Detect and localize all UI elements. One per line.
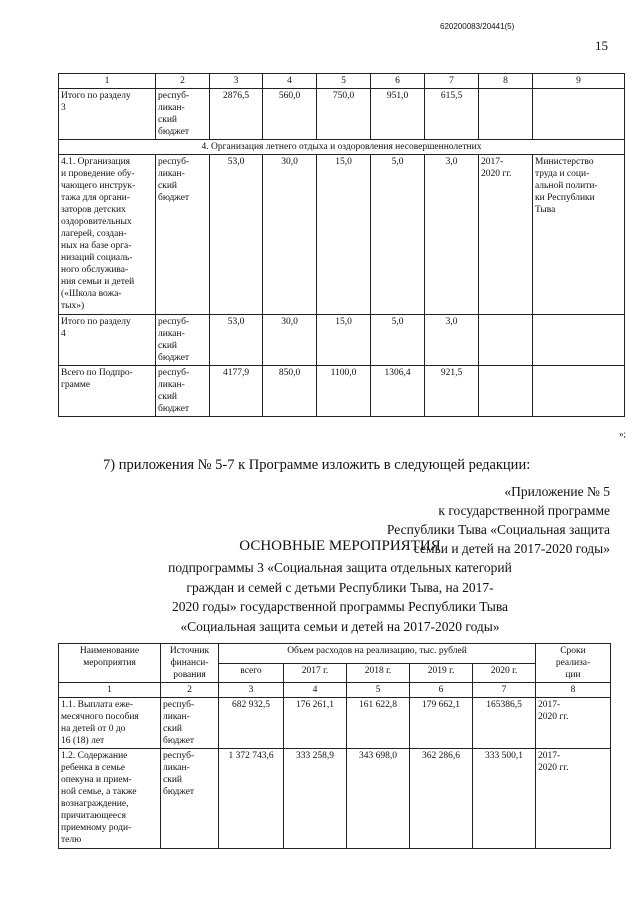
col-num: 2 <box>161 683 219 698</box>
cell-value: 176 261,1 <box>284 698 347 749</box>
col-num: 5 <box>347 683 410 698</box>
col-num: 7 <box>425 74 479 89</box>
cell-value <box>479 89 533 140</box>
cell-value: 343 698,0 <box>347 749 410 849</box>
section-heading: ОСНОВНЫЕ МЕРОПРИЯТИЯ <box>239 538 441 554</box>
col-num: 2 <box>156 74 210 89</box>
header-terms: Сроки реализа- ции <box>536 644 611 683</box>
cell-value: 1 372 743,6 <box>219 749 284 849</box>
cell-value: 30,0 <box>263 155 317 315</box>
table-row <box>59 749 611 849</box>
row-source: респуб- ликан- ский бюджет <box>161 698 219 749</box>
cell-value: 921,5 <box>425 366 479 417</box>
appendix-line: Республики Тыва «Социальная защита <box>386 522 610 537</box>
row-source: респуб- ликан- ский бюджет <box>156 155 210 315</box>
measures-table <box>58 643 611 849</box>
row-executor: Министерство труда и соци- альной полити- ки Республики Тыва <box>533 155 625 315</box>
closing-quote: »; <box>619 429 627 439</box>
table-row <box>59 698 611 749</box>
header-volume: Объем расходов на реализацию, тыс. рублей <box>219 644 536 664</box>
cell-value: 333 500,1 <box>473 749 536 849</box>
col-num: 8 <box>479 74 533 89</box>
row-source: респуб- ликан- ский бюджет <box>161 749 219 849</box>
table-row <box>59 366 625 417</box>
row-source: респуб- ликан- ский бюджет <box>156 89 210 140</box>
cell-value: 53,0 <box>210 315 263 366</box>
cell-value: 615,5 <box>425 89 479 140</box>
row-name: 1.2. Содержание ребенка в семье опекуна и прием- ной семье, а также вознаграждение, причитающееся приемному роди- телю <box>59 749 161 849</box>
col-num: 8 <box>536 683 611 698</box>
cell-value: 333 258,9 <box>284 749 347 849</box>
header-source: Источник финанси- рования <box>161 644 219 683</box>
table-continued <box>58 73 625 417</box>
table-row <box>59 89 625 140</box>
section-title: 4. Организация летнего отдыха и оздоровления несовершеннолетних <box>59 140 625 155</box>
column-number-row <box>59 74 625 89</box>
appendix-line: к государственной программе <box>438 503 610 518</box>
cell-value: 30,0 <box>263 315 317 366</box>
cell-value: 3,0 <box>425 315 479 366</box>
col-num: 6 <box>410 683 473 698</box>
subtitle-line: граждан и семей с детьми Республики Тыва, на 2017- <box>186 579 494 595</box>
header-name: Наименование мероприятия <box>59 644 161 683</box>
col-num: 1 <box>59 74 156 89</box>
appendix-line: семьи и детей на 2017-2020 годы» <box>413 541 610 556</box>
col-num: 3 <box>219 683 284 698</box>
cell-value: 161 622,8 <box>347 698 410 749</box>
cell-value: 750,0 <box>317 89 371 140</box>
cell-value: 5,0 <box>371 315 425 366</box>
cell-value: 165386,5 <box>473 698 536 749</box>
cell-value: 15,0 <box>317 155 371 315</box>
cell-value: 4177,9 <box>210 366 263 417</box>
cell-value: 1306,4 <box>371 366 425 417</box>
page-number: 15 <box>595 38 608 53</box>
cell-value: 179 662,1 <box>410 698 473 749</box>
header-row <box>59 644 611 664</box>
col-num: 9 <box>533 74 625 89</box>
row-terms: 2017- 2020 гг. <box>536 749 611 849</box>
cell-value <box>533 366 625 417</box>
header-year: 2020 г. <box>473 663 536 683</box>
section-subheading <box>100 558 580 636</box>
cell-value: 682 932,5 <box>219 698 284 749</box>
header-year: 2017 г. <box>284 663 347 683</box>
col-num: 4 <box>284 683 347 698</box>
cell-value <box>479 366 533 417</box>
table-row <box>59 315 625 366</box>
cell-value: 3,0 <box>425 155 479 315</box>
table-row <box>59 155 625 315</box>
cell-value: 560,0 <box>263 89 317 140</box>
cell-value: 362 286,6 <box>410 749 473 849</box>
row-name: Итого по разделу 4 <box>59 315 156 366</box>
subtitle-line: подпрограммы 3 «Социальная защита отдельных категорий <box>168 560 512 575</box>
cell-value: 1100,0 <box>317 366 371 417</box>
subtitle-line: 2020 годы» государственной программы Республики Тыва <box>171 599 509 614</box>
row-source: респуб- ликан- ский бюджет <box>156 315 210 366</box>
row-terms: 2017- 2020 гг. <box>479 155 533 315</box>
col-num: 6 <box>371 74 425 89</box>
appendix-line: «Приложение № 5 <box>504 484 610 499</box>
cell-value: 5,0 <box>371 155 425 315</box>
header-year: 2019 г. <box>410 663 473 683</box>
col-num: 7 <box>473 683 536 698</box>
column-number-row <box>59 683 611 698</box>
row-source: респуб- ликан- ский бюджет <box>156 366 210 417</box>
col-num: 4 <box>263 74 317 89</box>
col-num: 5 <box>317 74 371 89</box>
cell-value: 15,0 <box>317 315 371 366</box>
row-name: Всего по Подпро- грамме <box>59 366 156 417</box>
section-title-row <box>59 140 625 155</box>
row-name: 1.1. Выплата еже- месячного пособия на детей от 0 до 16 (18) лет <box>59 698 161 749</box>
row-terms: 2017- 2020 гг. <box>536 698 611 749</box>
document-id: 620200083/20441(5) <box>440 22 515 31</box>
cell-value <box>533 315 625 366</box>
cell-value: 951,0 <box>371 89 425 140</box>
cell-value: 850,0 <box>263 366 317 417</box>
cell-value <box>533 89 625 140</box>
row-name: Итого по разделу 3 <box>59 89 156 140</box>
subtitle-line: «Социальная защита семьи и детей на 2017-2020 годы» <box>180 618 500 634</box>
cell-value <box>479 315 533 366</box>
header-total: всего <box>219 663 284 683</box>
cell-value: 2876,5 <box>210 89 263 140</box>
amendment-paragraph: 7) приложения № 5-7 к Программе изложить в следующей редакции: <box>103 457 531 473</box>
col-num: 3 <box>210 74 263 89</box>
row-name: 4.1. Организация и проведение обу- чающего инструк- тажа для органи- заторов детских оздоровительных лагерей, создан- ных на базе орга- низаций социаль- ного обслужива- ния семьи и детей («Школа вожа- тых») <box>59 155 156 315</box>
col-num: 1 <box>59 683 161 698</box>
cell-value: 53,0 <box>210 155 263 315</box>
header-year: 2018 г. <box>347 663 410 683</box>
